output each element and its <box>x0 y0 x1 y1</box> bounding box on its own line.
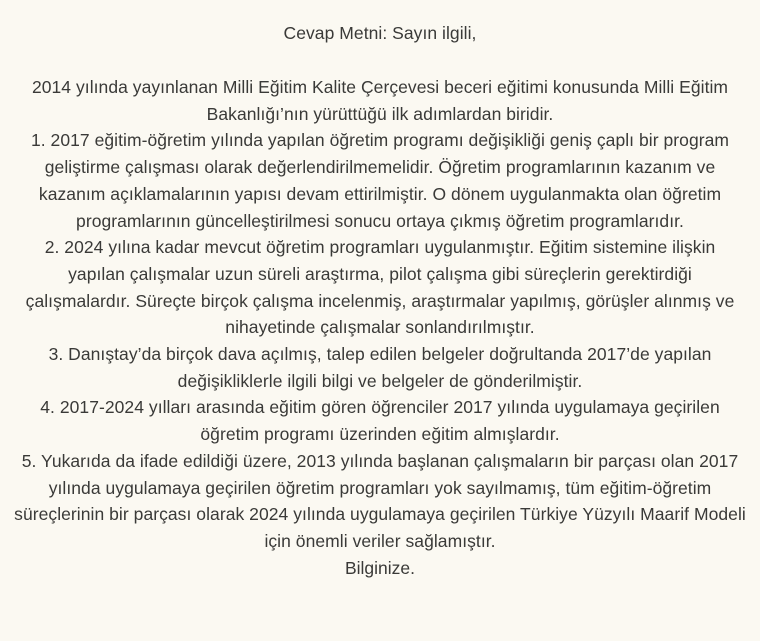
letter-closing: Bilginize. <box>344 557 416 578</box>
intro-paragraph: 2014 yılında yayınlanan Milli Eğitim Kalite Çerçevesi beceri eğitimi konusunda Milli Eğitim Bakanlığı’nın yürüttüğü ilk adımlardan biridir. <box>31 77 729 124</box>
letter-greeting: Cevap Metni: Sayın ilgili, <box>283 23 477 43</box>
point-3-paragraph: 3. Danıştay’da birçok dava açılmış, talep edilen belgeler doğrultanda 2017’de yapılan değişikliklerle ilgili bilgi ve belgeler de gönderilmiştir. <box>48 344 712 391</box>
point-5-paragraph: 5. Yukarıda da ifade edildiği üzere, 2013 yılında başlanan çalışmaların bir parçası olan 2017 yılında uygulamaya geçirilen öğretim programları yok sayılmamış, tüm eğitim-öğretim süreçlerinin bir parçası olarak 2024 yılında uygulamaya geçirilen Türkiye Yüzyılı Maarif Modeli için önemli veriler sağlamıştır. <box>14 450 746 551</box>
point-4-paragraph: 4. 2017-2024 yılları arasında eğitim gören öğrenciler 2017 yılında uygulamaya geçirilen öğretim programı üzerinden eğitim almışlardır. <box>40 397 720 445</box>
point-1-paragraph: 1. 2017 eğitim-öğretim yılında yapılan öğretim programı değişikliği geniş çaplı bir program geliştirme çalışması olarak değerlendirilmemelidir. Öğretim programlarının kazanım ve kazanım açıklamalarının yapısı devam ettirilmiştir. O dönem uygulanmakta olan öğretim programlarının güncelleştirilmesi sonucu ortaya çıkmış öğretim programlarıdır. <box>30 130 730 231</box>
point-2-paragraph: 2. 2024 yılına kadar mevcut öğretim programları uygulanmıştır. Eğitim sistemine ilişkin yapılan çalışmalar uzun süreli araştırma, pilot çalışma gibi süreçlerin gerektirdiği çalışmalardır. Süreçte birçok çalışma incelenmiş, araştırmalar yapılmış, görüşler alınmış ve nihayetinde çalışmalar sonlandırılmıştır. <box>25 237 735 338</box>
